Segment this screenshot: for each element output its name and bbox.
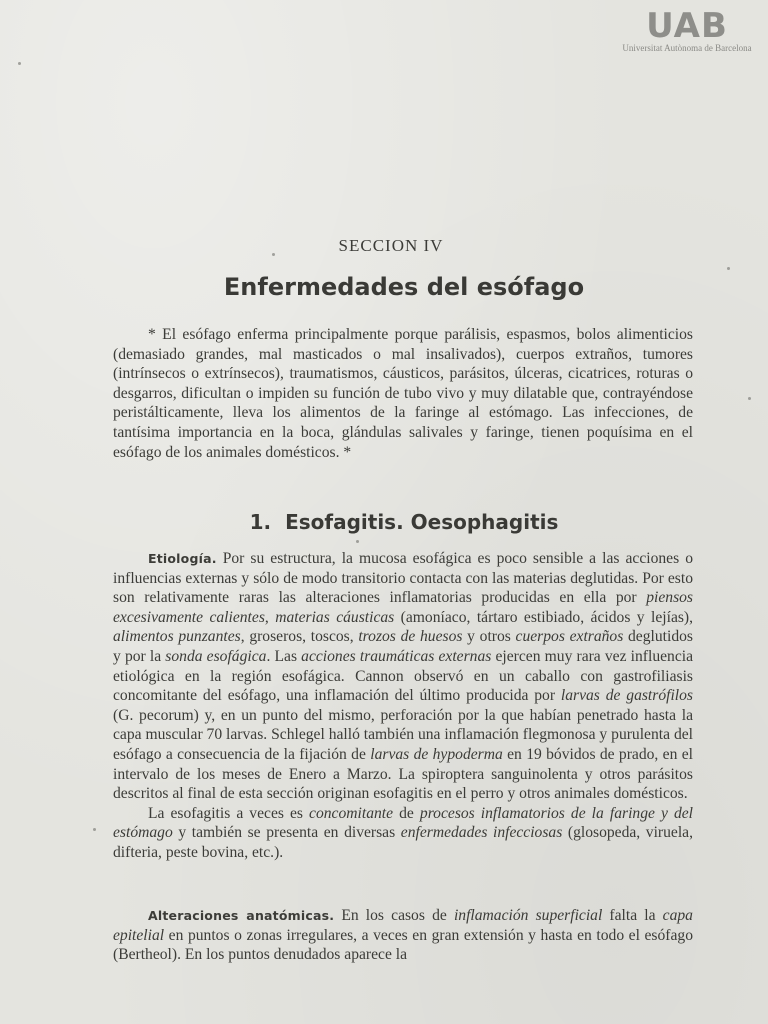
scan-speck bbox=[93, 828, 96, 831]
scan-speck bbox=[727, 267, 730, 270]
chapter-number: 1. bbox=[249, 510, 272, 534]
uab-logo: UAB bbox=[646, 6, 728, 46]
uab-institution-name: Universitat Autònoma de Barcelona bbox=[622, 43, 752, 53]
section-title: Enfermedades del esófago bbox=[223, 273, 585, 301]
alteraciones-paragraph: Alteraciones anatómicas. En los casos de inflamación superficial falta la capa epitelial en puntos o zonas irregulares, a veces en gran extensión y hasta en todo el esófago (Bertheol). En los puntos denudados aparece la bbox=[113, 907, 693, 964]
etiologia-heading: Etiología. bbox=[148, 551, 217, 566]
chapter-heading bbox=[0, 510, 768, 534]
alteraciones-heading: Alteraciones anatómicas. bbox=[148, 908, 335, 923]
intro-text bbox=[113, 325, 693, 462]
concomitante-paragraph: La esofagitis a veces es concomitante de procesos inflamatorios de la faringe y del estómago y también se presenta en diversas enfermedades infecciosas (glosopeda, viruela, difteria, peste bovina, etc.). bbox=[113, 804, 693, 861]
scan-speck bbox=[356, 540, 359, 543]
scan-speck bbox=[272, 253, 275, 256]
section-label: SECCION IV bbox=[338, 236, 444, 255]
scan-speck bbox=[18, 62, 21, 65]
intro-paragraph: * El esófago enferma principalmente porque parálisis, espasmos, bolos alimenticios (demasiado grandes, mal masticados o mal insalivados), cuerpos extraños, tumores (intrínsecos o extrínsecos), traumatismos, cáusticos, parásitos, úlceras, cicatrices, roturas o desgarros, dificultan o impiden su función de tubo vivo y muy dilatable que, contrayéndose peristálticamente, lleva los alimentos de la faringe al estómago. Las infecciones, de tantísima importancia en la boca, glándulas salivales y faringe, tienen poquísima en el esófago de los animales domésticos. * bbox=[113, 326, 693, 461]
etiologia-block bbox=[113, 549, 693, 863]
scan-speck bbox=[748, 397, 751, 400]
uab-watermark bbox=[612, 8, 762, 53]
chapter-title: Esofagitis. Oesophagitis bbox=[285, 510, 559, 534]
alteraciones-block bbox=[113, 906, 693, 965]
etiologia-paragraph: Etiología. Por su estructura, la mucosa esofágica es poco sensible a las acciones o influencias externas y sólo de modo transitorio contacta con las materias deglutidas. Por esto son relativamente raras las alteraciones inflamatorias producidas en ella por piensos excesivamente calientes, materias cáusticas (amoníaco, tártaro estibiado, ácidos y lejías), alimentos punzantes, groseros, toscos, trozos de huesos y otros cuerpos extraños deglutidos y por la sonda esofágica. Las acciones traumáticas externas ejercen muy rara vez influencia etiológica en la región esofágica. Cannon observó en un caballo con gastrofiliasis concomitante del esófago, una inflamación del último producida por larvas de gastrófilos (G. pecorum) y, en un punto del mismo, perforación por la que habían penetrado hasta la capa muscular 70 larvas. Schlegel halló también una inflamación flegmonosa y purulenta del esófago a consecuencia de la fijación de larvas de hypoderma en 19 bóvidos de prado, en el intervalo de los meses de Enero a Marzo. La spiroptera sanguinolenta y otros parásitos descritos al final de esta sección originan esofagitis en el perro y otros animales domésticos. bbox=[113, 550, 694, 803]
